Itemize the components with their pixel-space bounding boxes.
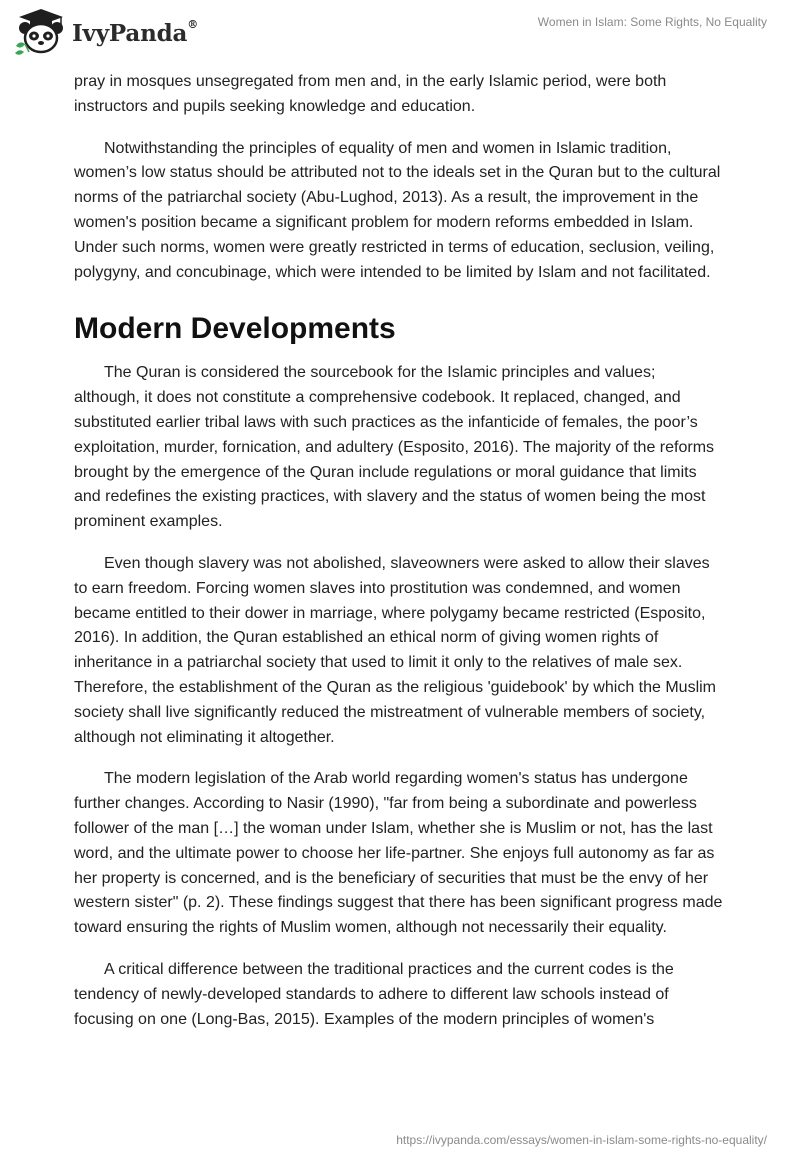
page-header (0, 0, 800, 64)
brand-name: IvyPanda® (72, 17, 198, 47)
panda-graduate-icon (12, 6, 70, 58)
document-title: Women in Islam: Some Rights, No Equality (537, 15, 767, 29)
paragraph: A critical difference between the traditional practices and the current codes is the tendency of newly-developed standards to adhere to different law schools instead of focusing on one (Long-Bas, 2015). Examples of the modern principles of women's (74, 960, 674, 1028)
source-url[interactable]: https://ivypanda.com/essays/women-in-islam-some-rights-no-equality/ (396, 1133, 767, 1147)
paragraph: Notwithstanding the principles of equality of men and women in Islamic tradition, women’s low status should be attributed not to the ideals set in the Quran but to the cultural norms of the patriarchal society (Abu-Lughod, 2013). As a result, the improvement in the women's position became a significant problem for modern reforms embedded in Islam. Under such norms, women were greatly restricted in terms of education, seclusion, veiling, polygyny, and concubinage, which were intended to be limited by Islam and not facilitated. (74, 139, 721, 281)
paragraph: pray in mosques unsegregated from men and, in the early Islamic period, were both instructors and pupils seeking knowledge and education. (74, 73, 667, 115)
essay-body (74, 70, 724, 1049)
section-heading: Modern Developments (74, 312, 396, 346)
ivypanda-logo[interactable] (12, 6, 198, 58)
paragraph: Even though slavery was not abolished, slaveowners were asked to allow their slaves to earn freedom. Forcing women slaves into prostitution was condemned, and women became entitled to their dower in marriage, where polygamy became restricted (Esposito, 2016). In addition, the Quran established an ethical norm of giving women rights of inheritance in a patriarchal society that used to limit it only to the relatives of male sex. Therefore, the establishment of the Quran as the religious 'guidebook' by which the Muslim society shall live significantly reduced the mistreatment of vulnerable members of society, although not eliminating it altogether. (74, 554, 717, 746)
paragraph: The Quran is considered the sourcebook for the Islamic principles and values; although, it does not constitute a comprehensive codebook. It replaced, changed, and substituted earlier tribal laws with such practices as the infanticide of females, the poor’s exploitation, murder, fornication, and adultery (Esposito, 2016). The majority of the reforms brought by the emergence of the Quran include regulations or moral guidance that limits and redefines the existing practices, with slavery and the status of women being the most prominent examples. (74, 364, 715, 531)
paragraph: The modern legislation of the Arab world regarding women's status has undergone further changes. According to Nasir (1990), "far from being a subordinate and powerless follower of the man […] the woman under Islam, whether she is Muslim or not, has the last word, and the ultimate power to choose her life-partner. She enjoys full autonomy as far as her property is concerned, and is the beneficiary of securities that must be the envy of her western sister" (p. 2). These findings suggest that there has been significant progress made toward ensuring the rights of Muslim women, although not necessarily their equality. (74, 770, 723, 937)
